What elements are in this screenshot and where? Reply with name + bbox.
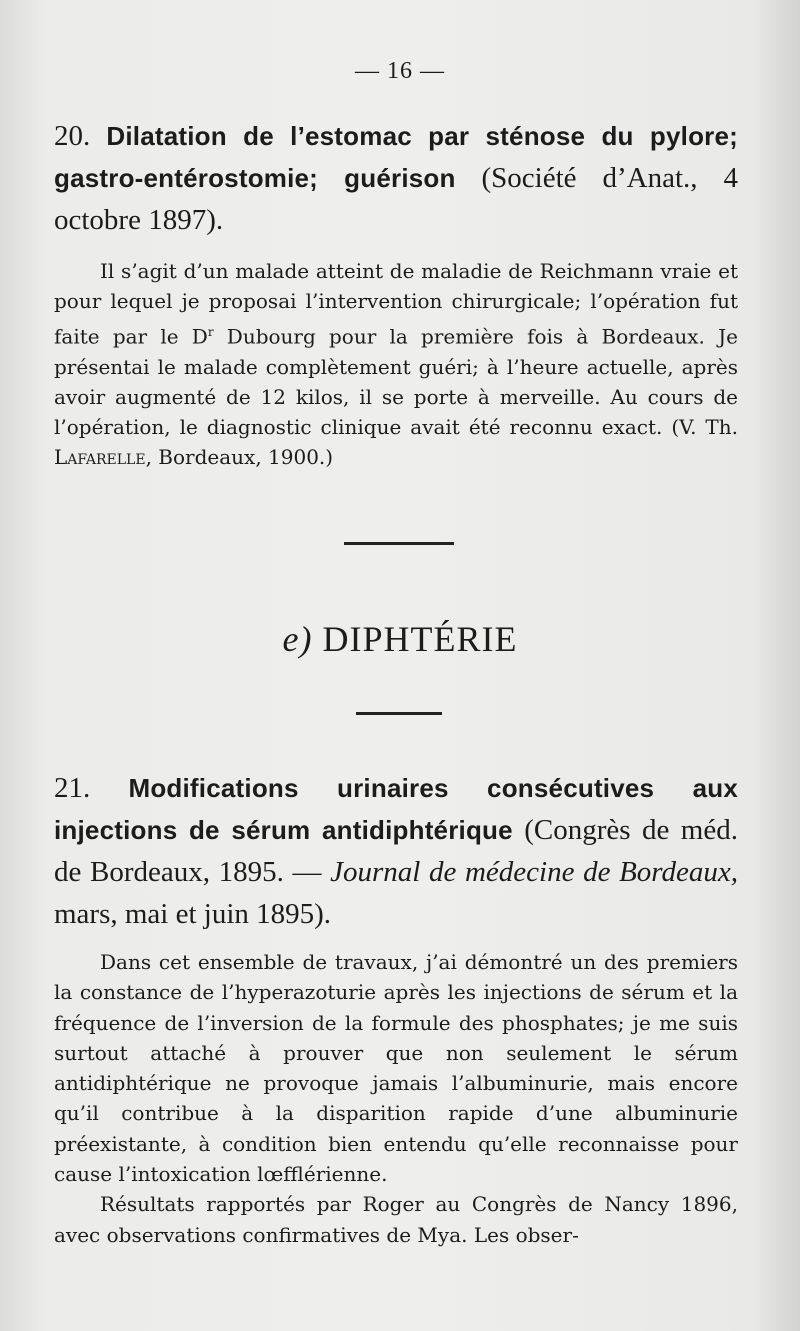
entry-21-title-bold: Modifications urinaires consécutives aux injections de sérum antidiphtérique xyxy=(54,773,739,845)
divider-bottom xyxy=(356,712,442,715)
entry-21-paragraph-1: Dans cet ensemble de travaux, j’ai démontré un des premiers la constance de l’hyperazoturie après les injections de sérum et la fréquence de l’inversion de la formule des phosphates; je me suis surtout attaché à prouver que non seulement le sérum antidiphtérique ne provoque jamais l’albuminurie, mais encore qu’il contribue à la disparition rapide d’une albuminurie préexistante, à condition bien entendu qu’elle reconnaisse pour cause l’intoxication lœfflérienne. xyxy=(54,950,738,1187)
divider-top xyxy=(344,542,454,545)
entry-20-title-bold: Dilatation de l’estomac par sténose du pylore; gastro-entérostomie; guérison xyxy=(54,121,739,193)
entry-21-title xyxy=(54,767,738,935)
entry-21-citation-1: (Congrès de méd. de Bordeaux, 1895. — xyxy=(54,814,738,888)
entry-20-number: 20. xyxy=(54,120,91,152)
entry-20-author: Lafarelle xyxy=(54,445,146,470)
entry-20-text-1: Il s’agit d’un malade atteint de maladie de Reichmann vraie et pour lequel je proposai l’intervention chirurgicale; l’opération fut faite par le D xyxy=(54,259,738,349)
page-number: — 16 — xyxy=(355,58,445,84)
entry-21-body xyxy=(54,947,738,1250)
entry-20-text-3: , Bordeaux, 1900.) xyxy=(145,445,334,470)
entry-20-title-citation: (Société d’Anat., 4 octobre 1897). xyxy=(54,162,738,236)
section-heading xyxy=(0,618,800,660)
entry-20-paragraph xyxy=(54,256,738,473)
entry-21-paragraph-2: Résultats rapportés par Roger au Congrès de Nancy 1896, avec observations confirmatives de Mya. Les obser- xyxy=(54,1192,738,1247)
entry-20-superscript: r xyxy=(207,324,214,339)
entry-21-citation-2: mars, mai et juin 1895). xyxy=(54,898,332,930)
entry-21-number: 21. xyxy=(54,772,91,804)
section-letter: e) xyxy=(282,619,313,659)
entry-20-title xyxy=(54,115,738,241)
entry-20-text-2: Dubourg pour la première fois à Bordeaux. Je présentai le malade complètement guéri; à l’heure actuelle, après avoir augmenté de 12 kilos, il se porte à merveille. Au cours de l’opération, le diagnostic clinique avait été reconnu exact. (V. Th. xyxy=(54,324,738,440)
entry-21-journal: Journal de médecine de Bordeaux, xyxy=(330,856,738,888)
section-title: DIPHTÉRIE xyxy=(322,619,518,659)
